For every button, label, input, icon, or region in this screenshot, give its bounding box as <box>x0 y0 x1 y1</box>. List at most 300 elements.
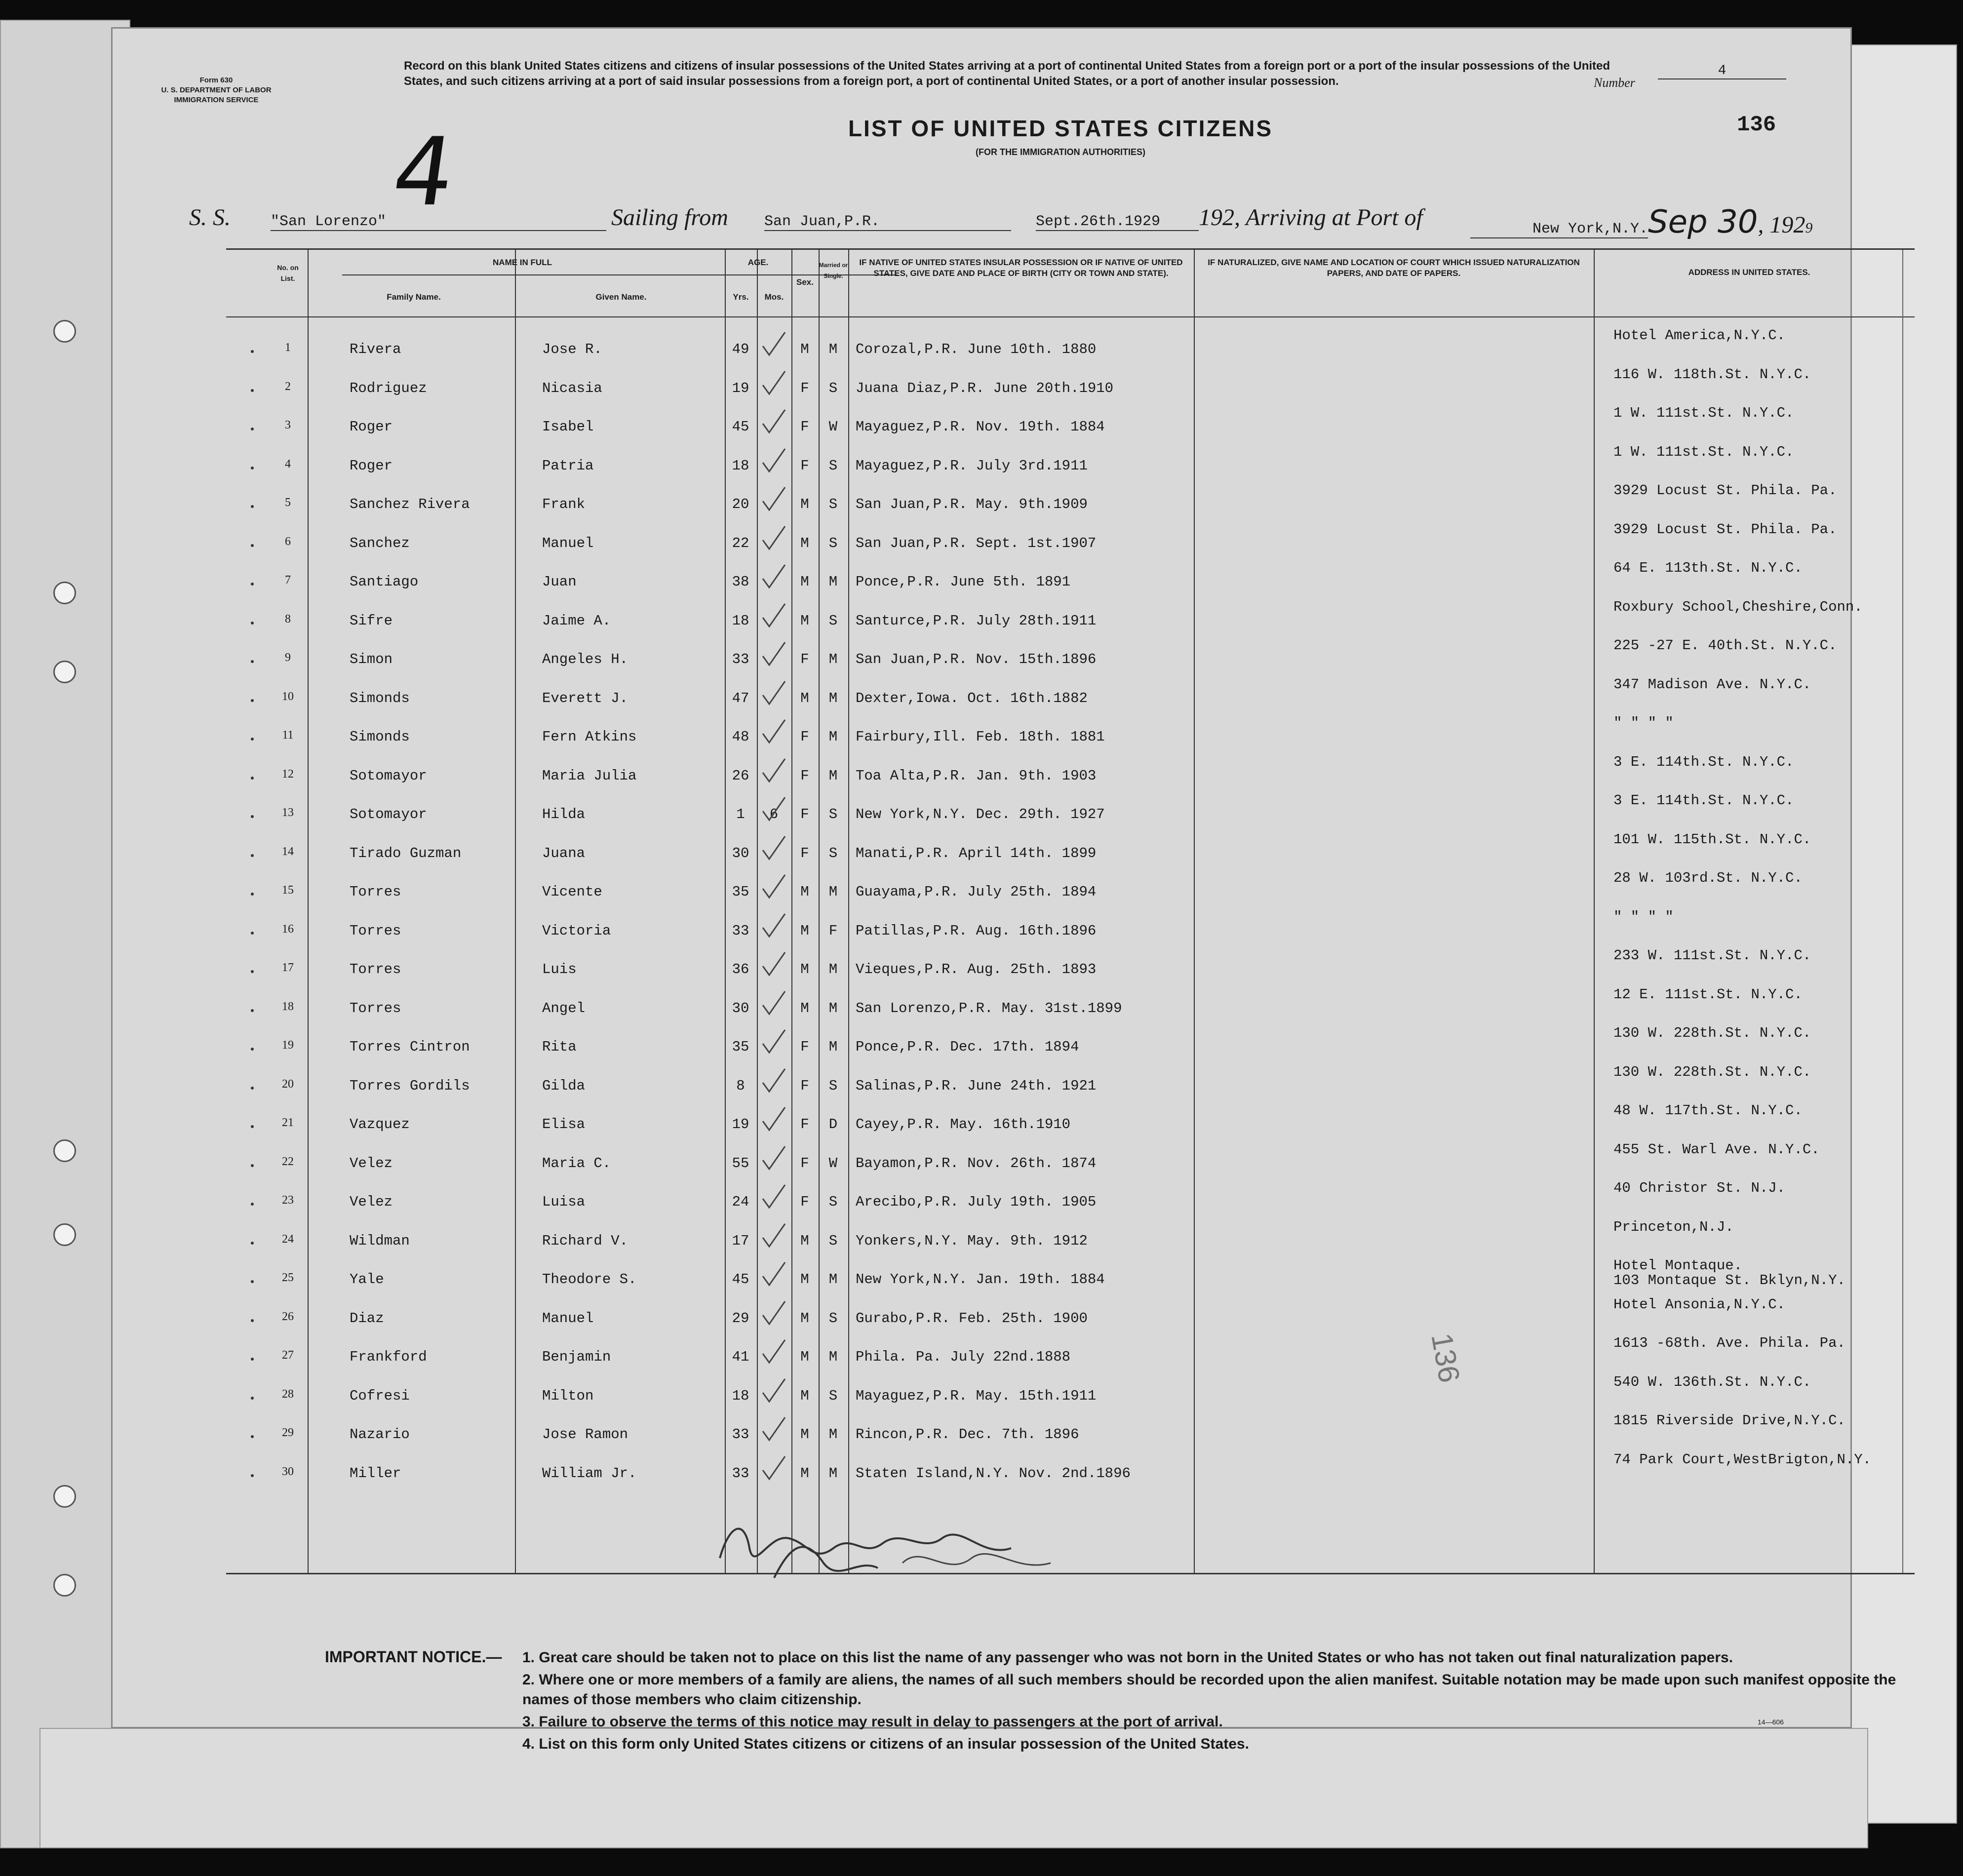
age-years: 26 <box>732 767 749 784</box>
row-tick-mark <box>251 1319 254 1322</box>
family-name: Torres <box>350 1000 401 1016</box>
row-tick-mark <box>251 622 254 625</box>
sex: M <box>800 884 809 900</box>
ss-label: S. S. <box>189 204 231 231</box>
table-row <box>226 1218 1915 1262</box>
table-row <box>226 1180 1915 1223</box>
birth-place-date: Toa Alta,P.R. Jan. 9th. 1903 <box>856 767 1097 784</box>
birth-place-date: San Juan,P.R. Sept. 1st.1907 <box>856 535 1097 551</box>
row-tick-mark <box>251 1087 254 1090</box>
sex: F <box>800 1077 809 1094</box>
birth-place-date: Phila. Pa. July 22nd.1888 <box>856 1349 1071 1365</box>
family-name: Vazquez <box>350 1116 410 1133</box>
row-number: 16 <box>282 922 294 936</box>
row-tick-mark <box>251 350 254 353</box>
birth-place-date: San Juan,P.R. May. 9th.1909 <box>856 496 1088 512</box>
binder-hole <box>53 661 76 683</box>
header-divider <box>226 316 1915 317</box>
row-number: 3 <box>285 419 291 431</box>
row-tick-mark <box>251 505 254 508</box>
age-years: 30 <box>732 845 749 861</box>
sex: M <box>800 690 809 706</box>
birth-place-date: Arecibo,P.R. July 19th. 1905 <box>856 1194 1097 1210</box>
sex: M <box>800 922 809 939</box>
row-tick-mark <box>251 932 254 935</box>
address: Princeton,N.J. <box>1613 1218 1734 1235</box>
sex: M <box>800 574 809 590</box>
binder-hole <box>53 320 76 343</box>
age-years: 55 <box>732 1155 749 1172</box>
row-tick-mark <box>251 660 254 663</box>
year-prefix-2: , 192 <box>1758 212 1806 238</box>
table-row <box>226 1373 1915 1417</box>
address: 12 E. 111st.St. N.Y.C. <box>1613 986 1803 1003</box>
birth-place-date: Cayey,P.R. May. 16th.1910 <box>856 1116 1071 1133</box>
given-name: Juan <box>542 574 577 590</box>
given-name: Isabel <box>542 419 594 435</box>
address: Hotel America,N.Y.C. <box>1613 327 1786 344</box>
row-number: 15 <box>282 884 294 897</box>
given-name: Angeles H. <box>542 651 628 667</box>
table-row <box>226 1335 1915 1378</box>
col-head-yrs: Yrs. <box>733 292 749 302</box>
sex: M <box>800 1387 809 1404</box>
marital-status: S <box>828 1077 838 1094</box>
birth-place-date: San Lorenzo,P.R. May. 31st.1899 <box>856 1000 1122 1016</box>
family-name: Simonds <box>350 690 410 706</box>
address: 116 W. 118th.St. N.Y.C. <box>1613 366 1811 383</box>
row-number: 20 <box>282 1077 294 1091</box>
table-row <box>226 443 1915 487</box>
marital-status: S <box>828 845 838 861</box>
family-name: Yale <box>350 1271 384 1288</box>
row-number: 7 <box>285 574 291 586</box>
given-name: Gilda <box>542 1077 586 1094</box>
given-name: Patria <box>542 457 594 474</box>
check-mark-icon <box>760 1416 790 1446</box>
family-name: Torres <box>350 922 401 939</box>
row-number: 25 <box>282 1271 294 1284</box>
table-row <box>226 482 1915 525</box>
family-name: Santiago <box>350 574 419 590</box>
row-tick-mark <box>251 970 254 973</box>
sex: F <box>800 767 809 784</box>
row-number: 24 <box>282 1232 294 1246</box>
table-row <box>226 405 1915 448</box>
marital-status: S <box>828 496 838 512</box>
sex: M <box>800 1000 809 1016</box>
given-name: William Jr. <box>542 1465 637 1482</box>
marital-status: S <box>828 1387 838 1404</box>
ship-name: "San Lorenzo" <box>271 213 606 231</box>
service-name: IMMIGRATION SERVICE <box>174 96 259 104</box>
age-years: 19 <box>732 380 749 396</box>
age-years: 17 <box>732 1232 749 1249</box>
check-mark-icon <box>760 719 790 748</box>
check-mark-icon <box>760 990 790 1020</box>
age-years: 33 <box>732 651 749 667</box>
row-number: 23 <box>282 1194 294 1207</box>
row-tick-mark <box>251 1164 254 1167</box>
col-head-address: ADDRESS IN UNITED STATES. <box>1688 268 1810 277</box>
ship-name-field <box>271 204 606 231</box>
marital-status: M <box>828 651 838 667</box>
address: Roxbury School,Cheshire,Conn. <box>1613 598 1863 615</box>
marital-status: S <box>828 380 838 396</box>
given-name: Milton <box>542 1387 594 1404</box>
record-instructions: Record on this blank United States citizens and citizens of insular possessions of the United States arriving at a port of continental United States from a foreign port or a port of the insular possessions of the United States, and such citizens arriving at a port of said insular possessions from a foreign port, a port of continental United States, or a port of another insular possession. <box>404 59 1610 88</box>
address: " " " " <box>1613 908 1674 925</box>
arriving-port-field <box>1470 204 1812 240</box>
sex: M <box>800 1465 809 1482</box>
sailing-date-field <box>1036 204 1423 231</box>
sailing-from: San Juan,P.R. <box>764 213 1011 231</box>
check-mark-icon <box>760 874 790 903</box>
address: " " " " <box>1613 715 1674 731</box>
marital-status: S <box>828 1310 838 1327</box>
marital-status: M <box>828 1039 838 1055</box>
age-years: 1 <box>736 806 745 822</box>
passenger-table <box>226 248 1915 1574</box>
address: 3929 Locust St. Phila. Pa. <box>1613 482 1837 499</box>
family-name: Sifre <box>350 612 393 629</box>
age-months: 6 <box>769 806 779 822</box>
family-name: Torres <box>350 884 401 900</box>
col-head-age: AGE. <box>747 258 769 267</box>
check-mark-icon <box>760 835 790 865</box>
col-head-family: Family Name. <box>387 292 441 302</box>
check-mark-icon <box>760 409 790 438</box>
inspector-signature <box>715 1504 1060 1583</box>
binder-hole <box>53 1223 76 1246</box>
binder-hole <box>53 582 76 604</box>
notice-item-2: 2. Where one or more members of a family are aliens, the names of all such members should be recorded upon the alien manifest. Suitable notation may be made upon such manifest opposite the names of those members who claim citizenship. <box>522 1672 1896 1708</box>
table-row <box>226 1025 1915 1068</box>
sex: M <box>800 341 809 357</box>
given-name: Jose R. <box>542 341 602 357</box>
table-row <box>226 366 1915 409</box>
table-row <box>226 637 1915 680</box>
table-row <box>226 1063 1915 1107</box>
sex: F <box>800 457 809 474</box>
notice-item-3: 3. Failure to observe the terms of this notice may result in delay to passengers at the port of arrival. <box>522 1714 1223 1730</box>
age-years: 18 <box>732 457 749 474</box>
sex: F <box>800 1039 809 1055</box>
given-name: Hilda <box>542 806 586 822</box>
age-years: 36 <box>732 961 749 977</box>
page-subtitle: (FOR THE IMMIGRATION AUTHORITIES) <box>976 147 1145 157</box>
given-name: Theodore S. <box>542 1271 637 1288</box>
row-tick-mark <box>251 893 254 896</box>
row-tick-mark <box>251 389 254 392</box>
marital-status: F <box>828 922 838 939</box>
birth-place-date: Staten Island,N.Y. Nov. 2nd.1896 <box>856 1465 1131 1482</box>
form-number: Form 630 <box>199 76 233 84</box>
row-tick-mark <box>251 1474 254 1477</box>
family-name: Torres Cintron <box>350 1039 470 1055</box>
sex: F <box>800 1155 809 1172</box>
table-row <box>226 560 1915 603</box>
col-head-married: Married or Single. <box>819 262 848 279</box>
age-years: 41 <box>732 1349 749 1365</box>
table-row <box>226 715 1915 758</box>
table-row <box>226 947 1915 990</box>
age-years: 29 <box>732 1310 749 1327</box>
family-name: Tirado Guzman <box>350 845 462 861</box>
row-tick-mark <box>251 1242 254 1245</box>
birth-place-date: Dexter,Iowa. Oct. 16th.1882 <box>856 690 1088 706</box>
row-number: 22 <box>282 1155 294 1168</box>
given-name: Elisa <box>542 1116 586 1133</box>
notice-item-4: 4. List on this form only United States citizens or citizens of an insular possession of the United States. <box>522 1736 1249 1752</box>
sex: F <box>800 380 809 396</box>
check-mark-icon <box>760 913 790 942</box>
birth-place-date: New York,N.Y. Jan. 19th. 1884 <box>856 1271 1105 1288</box>
name-subheader-line <box>342 274 863 275</box>
check-mark-icon <box>760 525 790 555</box>
given-name: Manuel <box>542 535 594 551</box>
given-name: Everett J. <box>542 690 628 706</box>
marital-status: D <box>828 1116 838 1133</box>
row-tick-mark <box>251 815 254 818</box>
row-tick-mark <box>251 1009 254 1012</box>
table-row <box>226 1141 1915 1184</box>
table-row <box>226 1412 1915 1455</box>
row-number: 2 <box>285 380 291 393</box>
address: 540 W. 136th.St. N.Y.C. <box>1613 1373 1811 1390</box>
given-name: Jose Ramon <box>542 1426 628 1443</box>
birth-place-date: New York,N.Y. Dec. 29th. 1927 <box>856 806 1105 822</box>
row-number: 1 <box>285 341 291 354</box>
table-row <box>226 676 1915 719</box>
row-number: 29 <box>282 1426 294 1439</box>
marital-status: S <box>828 806 838 822</box>
given-name: Angel <box>542 1000 586 1016</box>
birth-place-date: Mayaguez,P.R. July 3rd.1911 <box>856 457 1088 474</box>
row-number: 28 <box>282 1387 294 1401</box>
address: 3929 Locust St. Phila. Pa. <box>1613 521 1837 538</box>
family-name: Velez <box>350 1194 393 1210</box>
age-years: 30 <box>732 1000 749 1016</box>
col-head-name: NAME IN FULL <box>493 258 552 267</box>
marital-status: S <box>828 612 838 629</box>
check-mark-icon <box>760 641 790 671</box>
birth-place-date: Fairbury,Ill. Feb. 18th. 1881 <box>856 729 1105 745</box>
check-mark-icon <box>760 448 790 477</box>
col-head-given: Given Name. <box>595 292 647 302</box>
marital-status: M <box>828 729 838 745</box>
check-mark-icon <box>760 1261 790 1291</box>
birth-place-date: Patillas,P.R. Aug. 16th.1896 <box>856 922 1097 939</box>
marital-status: M <box>828 1349 838 1365</box>
family-name: Rivera <box>350 341 401 357</box>
row-number: 11 <box>282 729 294 742</box>
age-years: 49 <box>732 341 749 357</box>
sex: F <box>800 1116 809 1133</box>
check-mark-icon <box>760 603 790 632</box>
row-number: 21 <box>282 1116 294 1129</box>
age-years: 24 <box>732 1194 749 1210</box>
sailing-label: Sailing from <box>611 204 728 231</box>
age-years: 38 <box>732 574 749 590</box>
table-row <box>226 598 1915 642</box>
sailing-from-field <box>764 204 1011 231</box>
birth-place-date: Yonkers,N.Y. May. 9th. 1912 <box>856 1232 1088 1249</box>
birth-place-date: Salinas,P.R. June 24th. 1921 <box>856 1077 1097 1094</box>
marital-status: M <box>828 1000 838 1016</box>
check-mark-icon <box>760 331 790 361</box>
birth-place-date: Santurce,P.R. July 28th.1911 <box>856 612 1097 629</box>
sex: M <box>800 496 809 512</box>
row-tick-mark <box>251 1048 254 1051</box>
birth-place-date: Mayaguez,P.R. May. 15th.1911 <box>856 1387 1097 1404</box>
family-name: Sanchez Rivera <box>350 496 470 512</box>
table-row <box>226 986 1915 1029</box>
notice-label: IMPORTANT NOTICE.— <box>325 1648 502 1666</box>
family-name: Miller <box>350 1465 401 1482</box>
birth-place-date: Vieques,P.R. Aug. 25th. 1893 <box>856 961 1097 977</box>
age-years: 45 <box>732 419 749 435</box>
row-tick-mark <box>251 854 254 857</box>
given-name: Luisa <box>542 1194 586 1210</box>
col-head-naturalized: IF NATURALIZED, GIVE NAME AND LOCATION OF COURT WHICH ISSUED NATURALIZATION PAPERS, AND DATE OF PAPERS. <box>1208 258 1580 278</box>
given-name: Juana <box>542 845 586 861</box>
family-name: Cofresi <box>350 1387 410 1404</box>
age-years: 33 <box>732 1465 749 1482</box>
row-number: 10 <box>282 690 294 703</box>
address: 225 -27 E. 40th.St. N.Y.C. <box>1613 637 1837 654</box>
check-mark-icon <box>760 1378 790 1407</box>
family-name: Sanchez <box>350 535 410 551</box>
row-number: 6 <box>285 535 291 548</box>
row-tick-mark <box>251 1358 254 1361</box>
check-mark-icon <box>760 758 790 787</box>
row-tick-mark <box>251 777 254 780</box>
age-years: 19 <box>732 1116 749 1133</box>
binder-hole <box>53 1139 76 1162</box>
family-name: Simonds <box>350 729 410 745</box>
address: Hotel Montaque. <box>1613 1257 1743 1274</box>
address: 1613 -68th. Ave. Phila. Pa. <box>1613 1335 1845 1351</box>
sailing-date: Sept.26th.1929 <box>1036 213 1199 231</box>
col-head-mos: Mos. <box>764 292 784 302</box>
sex: M <box>800 1232 809 1249</box>
marital-status: S <box>828 1194 838 1210</box>
binder-hole <box>53 1485 76 1508</box>
table-row <box>226 908 1915 952</box>
given-name: Vicente <box>542 884 602 900</box>
family-name: Torres <box>350 961 401 977</box>
sex: F <box>800 419 809 435</box>
birth-place-date: Corozal,P.R. June 10th. 1880 <box>856 341 1097 357</box>
col-head-native: IF NATIVE OF UNITED STATES INSULAR POSSESSION OR IF NATIVE OF UNITED STATES, GIVE DATE AND PLACE OF BIRTH (CITY OR TOWN AND STATE). <box>859 258 1183 278</box>
sex: M <box>800 1271 809 1288</box>
given-name: Fern Atkins <box>542 729 637 745</box>
table-row <box>226 753 1915 797</box>
check-mark-icon <box>760 1455 790 1485</box>
table-row <box>226 831 1915 874</box>
sex: F <box>800 729 809 745</box>
sex: F <box>800 651 809 667</box>
marital-status: M <box>828 884 838 900</box>
birth-place-date: Ponce,P.R. June 5th. 1891 <box>856 574 1071 590</box>
row-number: 12 <box>282 767 294 781</box>
address: 130 W. 228th.St. N.Y.C. <box>1613 1025 1811 1041</box>
form-header-block <box>142 76 290 105</box>
table-row <box>226 327 1915 370</box>
arriving-port: New York,N.Y. <box>1470 221 1648 238</box>
row-tick-mark <box>251 1203 254 1206</box>
address: 130 W. 228th.St. N.Y.C. <box>1613 1063 1811 1080</box>
row-tick-mark <box>251 1397 254 1400</box>
sex: M <box>800 535 809 551</box>
age-years: 48 <box>732 729 749 745</box>
given-name: Victoria <box>542 922 611 939</box>
family-name: Nazario <box>350 1426 410 1443</box>
address: 74 Park Court,WestBrigton,N.Y. <box>1613 1451 1872 1468</box>
birth-place-date: Gurabo,P.R. Feb. 25th. 1900 <box>856 1310 1088 1327</box>
table-row <box>226 870 1915 913</box>
birth-place-date: Bayamon,P.R. Nov. 26th. 1874 <box>856 1155 1097 1172</box>
row-number: 19 <box>282 1039 294 1052</box>
year-suffix-2: 9 <box>1805 220 1813 236</box>
row-tick-mark <box>251 428 254 430</box>
row-tick-mark <box>251 544 254 547</box>
sex: M <box>800 961 809 977</box>
family-name: Rodriguez <box>350 380 427 396</box>
number-label: Number <box>1594 76 1635 90</box>
department-name: U. S. DEPARTMENT OF LABOR <box>161 86 272 94</box>
table-row <box>226 1451 1915 1494</box>
given-name: Maria Julia <box>542 767 637 784</box>
row-number: 26 <box>282 1310 294 1323</box>
address: 347 Madison Ave. N.Y.C. <box>1613 676 1811 693</box>
row-number: 13 <box>282 806 294 819</box>
row-number: 8 <box>285 612 291 625</box>
check-mark-icon <box>760 680 790 710</box>
birth-place-date: Rincon,P.R. Dec. 7th. 1896 <box>856 1426 1079 1443</box>
age-years: 45 <box>732 1271 749 1288</box>
page-stamp: 136 <box>1425 1330 1466 1385</box>
row-tick-mark <box>251 738 254 741</box>
table-row <box>226 1296 1915 1339</box>
sex: F <box>800 806 809 822</box>
marital-status: M <box>828 767 838 784</box>
given-name: Luis <box>542 961 577 977</box>
check-mark-icon <box>760 564 790 593</box>
table-row <box>226 1257 1915 1300</box>
family-name: Simon <box>350 651 393 667</box>
check-mark-icon <box>760 1068 790 1097</box>
age-years: 22 <box>732 535 749 551</box>
address: 1 W. 111st.St. N.Y.C. <box>1613 443 1794 460</box>
address: 40 Christor St. N.J. <box>1613 1180 1786 1196</box>
family-name: Diaz <box>350 1310 384 1327</box>
row-tick-mark <box>251 583 254 586</box>
address: 28 W. 103rd.St. N.Y.C. <box>1613 870 1803 886</box>
footer-code: 14—606 <box>1758 1718 1784 1726</box>
marital-status: M <box>828 1426 838 1443</box>
sex: M <box>800 1310 809 1327</box>
number-value: 4 <box>1658 63 1786 79</box>
family-name: Roger <box>350 419 393 435</box>
given-name: Frank <box>542 496 586 512</box>
row-number: 18 <box>282 1000 294 1013</box>
address: 233 W. 111st.St. N.Y.C. <box>1613 947 1811 964</box>
table-row <box>226 521 1915 564</box>
marital-status: M <box>828 574 838 590</box>
sex: F <box>800 1194 809 1210</box>
